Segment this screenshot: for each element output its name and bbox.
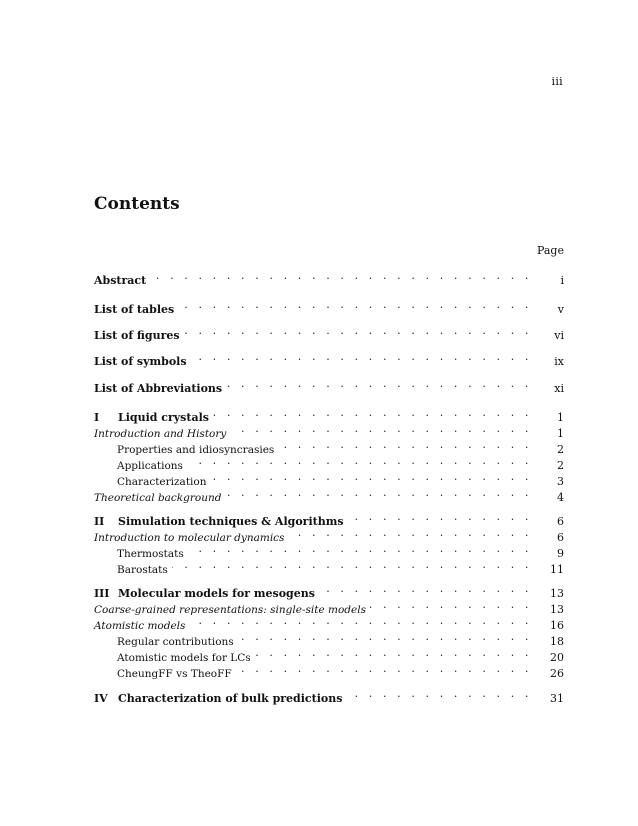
toc-entry-text: List of symbols bbox=[94, 355, 187, 368]
toc-entry[interactable] bbox=[94, 613, 564, 632]
toc-page-number: 2 bbox=[557, 443, 564, 456]
toc-entry-text: Atomistic models bbox=[94, 620, 186, 632]
toc-entry-text: Barostats bbox=[117, 564, 168, 576]
toc-entry-text: Thermostats bbox=[117, 548, 184, 560]
toc-entry[interactable] bbox=[94, 485, 564, 504]
toc-page-number: 1 bbox=[557, 427, 564, 440]
toc-dot-leader bbox=[230, 421, 532, 437]
contents-title: Contents bbox=[94, 194, 180, 214]
toc-page-number: 20 bbox=[550, 651, 564, 664]
toc-entry[interactable] bbox=[94, 557, 564, 576]
toc-page-number: v bbox=[557, 303, 564, 316]
toc-page-number: 31 bbox=[550, 692, 564, 705]
toc-part-number: III bbox=[94, 587, 110, 600]
toc-entry[interactable] bbox=[94, 297, 564, 316]
toc-entry[interactable] bbox=[94, 525, 564, 544]
toc-dot-leader bbox=[319, 581, 532, 597]
toc-entry[interactable] bbox=[94, 437, 564, 456]
toc-entry[interactable] bbox=[94, 581, 564, 600]
toc-dot-leader bbox=[226, 376, 532, 392]
toc-page-number: 6 bbox=[557, 531, 564, 544]
toc-dot-leader bbox=[348, 509, 532, 525]
toc-page-number: 1 bbox=[557, 411, 564, 424]
toc-dot-leader bbox=[213, 405, 532, 421]
toc-dot-leader bbox=[172, 557, 532, 573]
page-column-header: Page bbox=[536, 244, 564, 257]
toc-entry-text: Theoretical background bbox=[94, 492, 222, 504]
toc-entry-text: CheungFF vs TheoFF bbox=[117, 668, 232, 680]
toc-entry-text: Applications bbox=[117, 460, 183, 472]
toc-entry-label bbox=[94, 273, 150, 289]
toc-page-number: i bbox=[560, 274, 564, 287]
toc-entry[interactable] bbox=[94, 541, 564, 560]
toc-page-number: 9 bbox=[557, 547, 564, 560]
toc-entry-text: Characterization bbox=[117, 476, 207, 488]
toc-dot-leader bbox=[346, 686, 532, 702]
toc-page-number: 3 bbox=[557, 475, 564, 488]
toc-entry[interactable] bbox=[94, 421, 564, 440]
toc-entry[interactable] bbox=[94, 645, 564, 664]
toc-entry-text: Properties and idiosyncrasies bbox=[117, 444, 275, 456]
toc-dot-leader bbox=[178, 297, 532, 313]
toc-entry-label bbox=[94, 328, 184, 344]
toc-dot-leader bbox=[187, 453, 532, 469]
toc-dot-leader bbox=[184, 323, 532, 339]
toc-entry-label bbox=[94, 354, 191, 370]
toc-entry[interactable] bbox=[94, 268, 564, 287]
toc-dot-leader bbox=[189, 613, 532, 629]
toc-entry-text: Characterization of bulk predictions bbox=[118, 692, 343, 705]
page-number: iii bbox=[551, 75, 563, 88]
toc-dot-leader bbox=[210, 469, 532, 485]
toc-entry-text: List of figures bbox=[94, 329, 180, 342]
toc-part-number: I bbox=[94, 411, 100, 424]
toc-entry-text: List of tables bbox=[94, 303, 175, 316]
toc-dot-leader bbox=[188, 541, 532, 557]
toc-entry[interactable] bbox=[94, 629, 564, 648]
toc-entry-text: Abstract bbox=[94, 274, 147, 287]
toc-entry[interactable] bbox=[94, 686, 564, 705]
toc-entry-text: Regular contributions bbox=[117, 636, 234, 648]
toc-entry[interactable] bbox=[94, 349, 564, 368]
toc-dot-leader bbox=[225, 485, 532, 501]
toc-entry-label bbox=[94, 302, 178, 318]
toc-part-number: II bbox=[94, 515, 105, 528]
toc-entry-text: Introduction and History bbox=[94, 428, 227, 440]
toc-dot-leader bbox=[255, 645, 532, 661]
toc-page-number: ix bbox=[554, 355, 564, 368]
toc-page-number: 4 bbox=[557, 491, 564, 504]
toc-page-number: 13 bbox=[550, 587, 564, 600]
toc-dot-leader bbox=[288, 525, 532, 541]
toc-entry[interactable] bbox=[94, 323, 564, 342]
toc-page-number: 13 bbox=[550, 603, 564, 616]
toc-entry[interactable] bbox=[94, 376, 564, 395]
toc-dot-leader bbox=[370, 597, 532, 613]
toc-entry[interactable] bbox=[94, 405, 564, 424]
toc-page-number: 26 bbox=[550, 667, 564, 680]
toc-page-number: xi bbox=[554, 382, 564, 395]
toc-entry-text: List of Abbreviations bbox=[94, 382, 223, 395]
toc-dot-leader bbox=[238, 629, 532, 645]
toc-entry-text: Coarse-grained representations: single-site models bbox=[94, 604, 366, 616]
toc-page-number: 18 bbox=[550, 635, 564, 648]
toc-entry-label bbox=[94, 691, 346, 707]
toc-page-number: 2 bbox=[557, 459, 564, 472]
toc-dot-leader bbox=[236, 661, 532, 677]
toc-entry-label bbox=[94, 381, 226, 397]
toc-entry-text: Introduction to molecular dynamics bbox=[94, 532, 285, 544]
toc-entry[interactable] bbox=[94, 661, 564, 680]
toc-page-number: 11 bbox=[550, 563, 564, 576]
toc-entry[interactable] bbox=[94, 469, 564, 488]
toc-entry-text: Atomistic models for LCs bbox=[117, 652, 251, 664]
toc-entry-label bbox=[94, 490, 225, 506]
toc-dot-leader bbox=[278, 437, 532, 453]
toc-dot-leader bbox=[191, 349, 532, 365]
toc-entry-text: Simulation techniques & Algorithms bbox=[118, 515, 344, 528]
toc-entry[interactable] bbox=[94, 453, 564, 472]
toc-page-number: 6 bbox=[557, 515, 564, 528]
toc-entry[interactable] bbox=[94, 597, 564, 616]
toc-dot-leader bbox=[150, 268, 532, 284]
toc-page-number: 16 bbox=[550, 619, 564, 632]
toc-part-number: IV bbox=[94, 692, 108, 705]
toc-entry-label bbox=[117, 562, 172, 578]
toc-entry-text: Liquid crystals bbox=[118, 411, 209, 424]
toc-entry-text: Molecular models for mesogens bbox=[118, 587, 315, 600]
toc-entry-label bbox=[117, 666, 236, 682]
toc-page-number: vi bbox=[554, 329, 564, 342]
toc-entry[interactable] bbox=[94, 509, 564, 528]
